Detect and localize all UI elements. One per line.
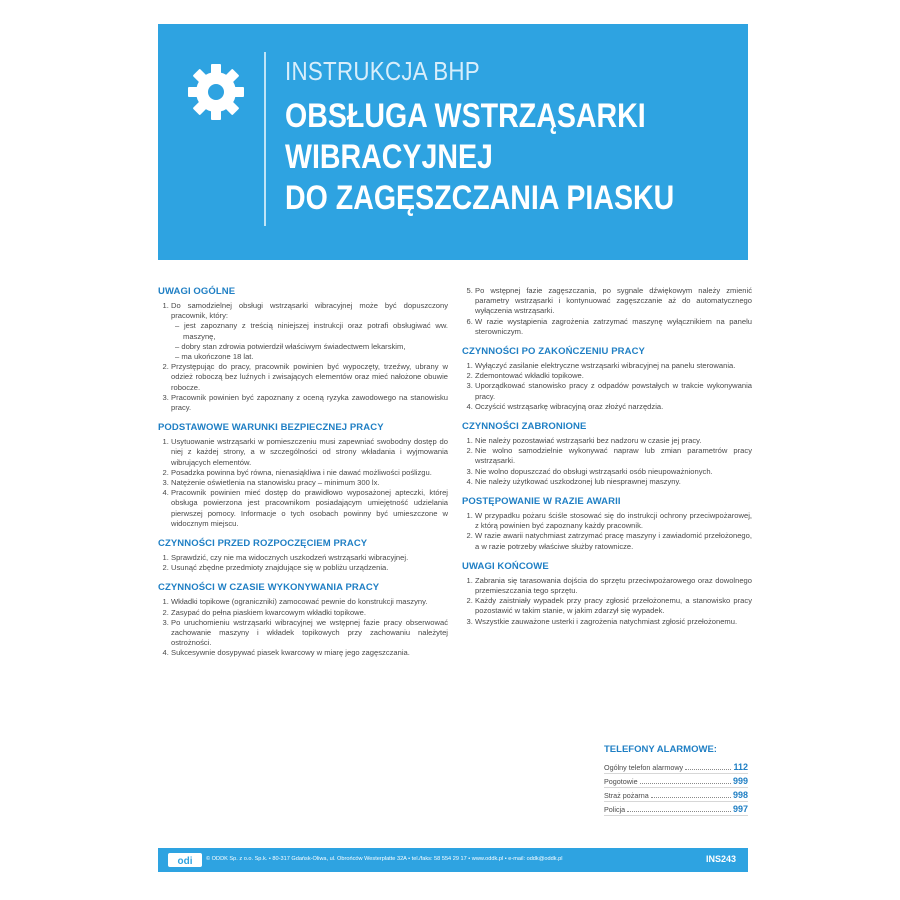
- gear-icon: [184, 60, 248, 124]
- list-item-text: Do samodzielnej obsługi wstrząsarki wibracyjnej może być dopuszczony pracownik, który:: [171, 301, 448, 321]
- list-item: 5. Po wstępnej fazie zagęszczania, po sygnale dźwiękowym należy zmienić parametry wstrząsarki i kontynuować zagęszczanie aż do automatycznego wyłączenia wstrząsarki.: [475, 286, 752, 317]
- instruction-sheet: [158, 24, 752, 876]
- sub-list-item: – jest zapoznany z treścią niniejszej instrukcji oraz potrafi obsługiwać ww. maszynę,: [183, 321, 448, 341]
- header-banner: [158, 24, 748, 260]
- footer-bar: [158, 848, 748, 872]
- phones-heading: TELEFONY ALARMOWE:: [604, 744, 717, 755]
- section-heading: CZYNNOŚCI ZABRONIONE: [462, 421, 587, 433]
- list-item: 6. W razie wystąpienia zagrożenia zatrzymać maszynę wyłącznikiem na panelu sterowniczym.: [475, 317, 752, 337]
- list-item: 3. Pracownik powinien być zapoznany z oceną ryzyka zawodowego na stanowisku pracy.: [171, 393, 448, 413]
- list-item: 1. Wkładki topikowe (ograniczniki) zamocować pewnie do konstrukcji maszyny.: [171, 597, 448, 607]
- phone-row: [604, 774, 748, 788]
- phone-number: 997: [732, 804, 748, 814]
- list-item: 4. Pracownik powinien mieć dostęp do prawidłowo wyposażonej apteczki, której obsługa powierzona jest pracownikom posiadającym umiejętność udzielania pierwszej pomocy. Informacje o tych osobach powinny być umieszczone w widocznym miejscu.: [171, 488, 448, 529]
- list-item: 2. Każdy zaistniały wypadek przy pracy zgłosić przełożonemu, a stanowisko pracy pozostawić w takim stanie, w jakim zdarzył się wypadek.: [475, 596, 752, 616]
- leader-dots: [651, 797, 731, 798]
- section-heading: POSTĘPOWANIE W RAZIE AWARII: [462, 496, 621, 508]
- phone-number: 998: [732, 790, 748, 800]
- document-kicker: INSTRUKCJA BHP: [285, 56, 480, 86]
- list-item: 4. Oczyścić wstrząsarkę wibracyjną oraz złożyć narzędzia.: [475, 402, 752, 412]
- sub-list: [171, 321, 448, 362]
- header-divider: [264, 52, 266, 226]
- section-forbidden: [462, 421, 752, 487]
- section-heading: UWAGI KOŃCOWE: [462, 560, 549, 572]
- leader-dots: [685, 769, 731, 770]
- title-line: DO ZAGĘSZCZANIA PIASKU: [285, 179, 675, 217]
- footer-contact: © ODDK Sp. z o.o. Sp.k. • 80-317 Gdańsk-Oliwa, ul. Obrońców Westerplatte 32A • tel./faks: 58 554 29 17 • www.oddk.pl • e-mail: oddk@oddk.pl: [206, 856, 563, 862]
- list-item: 3. Po uruchomieniu wstrząsarki wibracyjnej we wstępnej fazie pracy obserwować zachowanie maszyny i wkładek topikowych przy zachowaniu należytej ostrożności.: [171, 618, 448, 649]
- phone-number: 112: [733, 762, 748, 772]
- right-column: [462, 286, 752, 636]
- section-general: [158, 286, 448, 413]
- phone-name: Policja: [604, 805, 626, 814]
- phone-name: Pogotowie: [604, 777, 638, 786]
- phone-number: 999: [732, 776, 748, 786]
- list-item: 1. W przypadku pożaru ściśle stosować się do instrukcji ochrony przeciwpożarowej, z którą powinien być zapoznany każdy pracownik.: [475, 511, 752, 531]
- sub-list-item: – dobry stan zdrowia potwierdził właściwym świadectwem lekarskim,: [183, 342, 448, 352]
- section-during-work: [158, 582, 448, 658]
- list-item: 3. Uporządkować stanowisko pracy z odpadów powstałych w trakcie wykonywania pracy.: [475, 381, 752, 401]
- section-failure: [462, 496, 752, 552]
- list-item: 1. Usytuowanie wstrząsarki w pomieszczeniu musi zapewniać swobodny dostęp do niej z każdej strony, a w szczególności od strony wkładania i wyjmowania wibrujących elementów.: [171, 437, 448, 468]
- list-item: 4. Sukcesywnie dosypywać piasek kwarcowy w miarę jego zagęszczania.: [171, 648, 448, 658]
- list-item: 2. Usunąć zbędne przedmioty znajdujące się w pobliżu urządzenia.: [171, 563, 448, 573]
- list-item: 2. Nie wolno samodzielnie wykonywać napraw lub zmian parametrów pracy wstrząsarki.: [475, 446, 752, 466]
- section-heading: CZYNNOŚCI W CZASIE WYKONYWANIA PRACY: [158, 582, 380, 594]
- list-item: 3. Nie wolno dopuszczać do obsługi wstrząsarki osób nieupoważnionych.: [475, 467, 752, 477]
- phone-name: Straż pożarna: [604, 791, 649, 800]
- svg-text:odi: odi: [177, 856, 193, 867]
- section-heading: PODSTAWOWE WARUNKI BEZPIECZNEJ PRACY: [158, 422, 384, 434]
- section-after-work: [462, 346, 752, 412]
- phone-name: Ogólny telefon alarmowy: [604, 763, 684, 772]
- section-heading: UWAGI OGÓLNE: [158, 286, 236, 297]
- list-item: 1. Zabrania się tarasowania dojścia do sprzętu przeciwpożarowego oraz dowolnego przemieszczania tego sprzętu.: [475, 576, 752, 596]
- list-item: 2. Przystępując do pracy, pracownik powinien być wypoczęty, trzeźwy, ubrany w odzież roboczą bez luźnych i zwisających elementów oraz mieć nałożone obuwie robocze.: [171, 362, 448, 393]
- section-before-work: [158, 538, 448, 573]
- section-heading: CZYNNOŚCI PRZED ROZPOCZĘCIEM PRACY: [158, 538, 368, 550]
- list-item: 2. Zasypać do pełna piaskiem kwarcowym wkładki topikowe.: [171, 608, 448, 618]
- list-item: 4. Nie należy użytkować uszkodzonej lub niesprawnej maszyny.: [475, 477, 752, 487]
- section-conditions: [158, 422, 448, 529]
- list-item: 2. Posadzka powinna być równa, nienasiąkliwa i nie dawać możliwości poślizgu.: [171, 468, 448, 478]
- document-code: INS243: [705, 854, 736, 864]
- phone-row: [604, 802, 748, 816]
- list-item: 2. Zdemontować wkładki topikowe.: [475, 371, 752, 381]
- list-item: 3. Wszystkie zauważone usterki i zagrożenia natychmiast zgłosić przełożonemu.: [475, 617, 752, 627]
- list-item: 3. Natężenie oświetlenia na stanowisku pracy – minimum 300 lx.: [171, 478, 448, 488]
- list-item: [171, 301, 448, 362]
- section-final: [462, 561, 752, 627]
- title-line: OBSŁUGA WSTRZĄSARKI: [285, 97, 646, 135]
- leader-dots: [640, 783, 731, 784]
- phone-row: [604, 760, 748, 774]
- emergency-phones: [604, 744, 748, 816]
- list-item: 1. Nie należy pozostawiać wstrząsarki bez nadzoru w czasie jej pracy.: [475, 436, 752, 446]
- left-column: [158, 286, 448, 668]
- list-item: 1. Sprawdzić, czy nie ma widocznych uszkodzeń wstrząsarki wibracyjnej.: [171, 553, 448, 563]
- sub-list-item: – ma ukończone 18 lat.: [183, 352, 448, 362]
- phone-row: [604, 788, 748, 802]
- leader-dots: [627, 811, 731, 812]
- document-title: [285, 96, 722, 219]
- title-line: WIBRACYJNEJ: [285, 138, 493, 176]
- list-item: 1. Wyłączyć zasilanie elektryczne wstrząsarki wibracyjnej na panelu sterowania.: [475, 361, 752, 371]
- publisher-logo: [168, 853, 202, 867]
- list-item: 2. W razie awarii natychmiast zatrzymać pracę maszyny i zawiadomić przełożonego, a w razie potrzeby właściwe służby ratownicze.: [475, 531, 752, 551]
- section-during-work-continued: [462, 286, 752, 337]
- section-heading: CZYNNOŚCI PO ZAKOŃCZENIU PRACY: [462, 346, 645, 358]
